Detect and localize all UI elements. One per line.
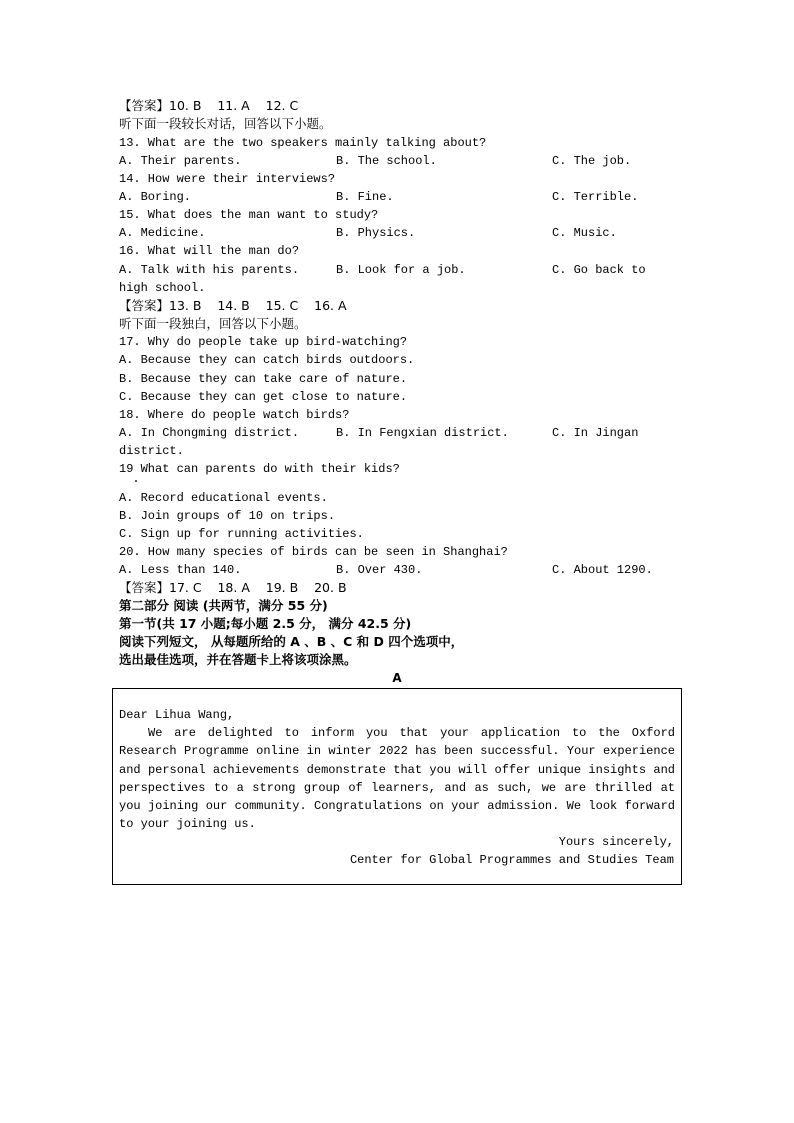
q16-option-c-continued: high school. xyxy=(119,281,206,295)
q20-option-b: B. Over 430. xyxy=(336,563,423,577)
part2-instruction-line1: 阅读下列短文， 从每题所给的 A 、B 、C 和 D 四个选项中， xyxy=(119,634,464,649)
letter-closing: Yours sincerely, xyxy=(558,835,674,849)
instruction-long-dialogue: 听下面一段较长对话，回答以下小题。 xyxy=(119,116,332,131)
q15-option-b: B. Physics. xyxy=(336,226,416,240)
q20-option-a: A. Less than 140. xyxy=(119,563,242,577)
q14-option-a: A. Boring. xyxy=(119,190,192,204)
q16-option-c: C. Go back to xyxy=(552,263,646,277)
q19-option-b: B. Join groups of 10 on trips. xyxy=(119,509,336,523)
q18-option-c-continued: district. xyxy=(119,444,184,458)
q16-option-a: A. Talk with his parents. xyxy=(119,263,300,277)
q17-option-b: B. Because they can take care of nature. xyxy=(119,372,408,386)
question-17: 17. Why do people take up bird-watching? xyxy=(119,335,408,349)
answer-13-16: 【答案】13. B 14. B 15. C 16. A xyxy=(119,298,347,313)
letter-signature: Center for Global Programmes and Studies Team xyxy=(349,853,674,867)
question-20: 20. How many species of birds can be seen in Shanghai? xyxy=(119,545,508,559)
q15-option-a: A. Medicine. xyxy=(119,226,206,240)
letter-greeting: Dear Lihua Wang, xyxy=(119,708,235,722)
q17-option-c: C. Because they can get close to nature. xyxy=(119,390,408,404)
q18-option-b: B. In Fengxian district. xyxy=(336,426,509,440)
q18-option-a: A. In Chongming district. xyxy=(119,426,300,440)
question-13: 13. What are the two speakers mainly talking about? xyxy=(119,136,487,150)
part2-title: 第二部分 阅读 (共两节，满分 55 分) xyxy=(119,598,328,613)
stray-dot xyxy=(135,480,137,482)
q16-option-b: B. Look for a job. xyxy=(336,263,466,277)
instruction-monologue: 听下面一段独白，回答以下小题。 xyxy=(119,316,307,331)
letter-body: We are delighted to inform you that your application to the Oxford Research Programme online in winter 2022 has been successful. Your experience and personal achievements demonstrate that you will offer unique insights and perspectives to a strong group of learners, and as such, we are thrilled at you joining our community. Congratulations on your admission. We look forward to your joining us. xyxy=(119,726,675,832)
q14-option-b: B. Fine. xyxy=(336,190,394,204)
q20-option-c: C. About 1290. xyxy=(552,563,653,577)
question-14: 14. How were their interviews? xyxy=(119,172,336,186)
question-15: 15. What does the man want to study? xyxy=(119,208,379,222)
q19-option-a: A. Record educational events. xyxy=(119,491,328,505)
answer-17-20: 【答案】17. C 18. A 19. B 20. B xyxy=(119,580,347,595)
q18-option-c: C. In Jingan xyxy=(552,426,639,440)
q19-option-c: C. Sign up for running activities. xyxy=(119,527,364,541)
passage-label: A xyxy=(392,671,402,685)
q13-option-b: B. The school. xyxy=(336,154,437,168)
q15-option-c: C. Music. xyxy=(552,226,617,240)
question-18: 18. Where do people watch birds? xyxy=(119,408,350,422)
q13-option-c: C. The job. xyxy=(552,154,632,168)
question-16: 16. What will the man do? xyxy=(119,244,300,258)
part2-instruction-line2: 选出最佳选项，并在答题卡上将该项涂黑。 xyxy=(119,652,357,667)
q13-option-a: A. Their parents. xyxy=(119,154,242,168)
part2-section1: 第一节(共 17 小题;每小题 2.5 分， 满分 42.5 分) xyxy=(119,616,412,631)
answer-10-12: 【答案】10. B 11. A 12. C xyxy=(119,98,299,113)
question-19: 19 What can parents do with their kids? xyxy=(119,462,400,476)
q17-option-a: A. Because they can catch birds outdoors. xyxy=(119,353,415,367)
q14-option-c: C. Terrible. xyxy=(552,190,639,204)
